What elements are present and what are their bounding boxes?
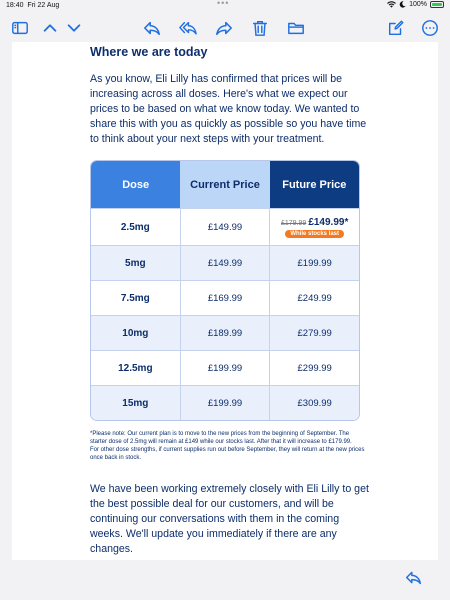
current-price-cell: £189.99 bbox=[180, 316, 270, 350]
email-body[interactable] bbox=[12, 42, 438, 560]
current-price-cell: £169.99 bbox=[180, 281, 270, 315]
battery-percent: 100% bbox=[409, 1, 427, 8]
current-price-cell: £149.99 bbox=[180, 209, 270, 245]
status-bar bbox=[0, 0, 450, 13]
dose-cell: 12.5mg bbox=[118, 362, 153, 374]
current-price-cell: £199.99 bbox=[180, 386, 270, 420]
dose-cell: 15mg bbox=[122, 397, 149, 409]
header-current-price: Current Price bbox=[180, 161, 269, 208]
closing-paragraph: We have been working extremely closely with Eli Lilly to get the best possible deal for our customers, and will be continuing our conversations with them in the coming weeks. We'll update you immediately if there are any changes. bbox=[90, 483, 369, 555]
sidebar-icon[interactable] bbox=[10, 18, 30, 38]
multitasking-dots[interactable]: ••• bbox=[217, 0, 230, 8]
table-row bbox=[91, 385, 359, 420]
old-price: £179.99 bbox=[281, 219, 307, 227]
dose-cell: 7.5mg bbox=[120, 292, 150, 304]
status-indicators bbox=[387, 1, 444, 8]
reply-icon[interactable] bbox=[404, 568, 422, 586]
email-content bbox=[90, 42, 372, 557]
reply-all-icon[interactable] bbox=[178, 18, 198, 38]
new-price: £149.99* bbox=[308, 216, 349, 228]
table-row bbox=[91, 245, 359, 280]
header-dose: Dose bbox=[91, 161, 180, 208]
table-row bbox=[91, 208, 359, 245]
wifi-icon bbox=[387, 1, 396, 8]
dose-cell: 10mg bbox=[122, 327, 149, 339]
future-price-cell: £299.99 bbox=[269, 351, 359, 385]
price-table bbox=[90, 160, 360, 421]
current-price-cell: £149.99 bbox=[180, 246, 270, 280]
price-note bbox=[90, 430, 366, 462]
bottom-bar bbox=[0, 560, 450, 600]
compose-icon[interactable] bbox=[386, 18, 406, 38]
mail-toolbar bbox=[0, 13, 450, 42]
future-price-cell: £309.99 bbox=[269, 386, 359, 420]
status-time: 18:40 Fri 22 Aug bbox=[6, 2, 60, 9]
table-row bbox=[91, 350, 359, 385]
battery-icon bbox=[430, 1, 444, 8]
future-price-cell: £249.99 bbox=[269, 281, 359, 315]
section-heading: Where we are today bbox=[90, 45, 208, 59]
forward-icon[interactable] bbox=[214, 18, 234, 38]
future-price-cell: £279.99 bbox=[269, 316, 359, 350]
moon-icon bbox=[399, 1, 406, 8]
header-future-price: Future Price bbox=[270, 161, 359, 208]
table-row bbox=[91, 315, 359, 350]
table-row bbox=[91, 280, 359, 315]
reply-icon[interactable] bbox=[142, 18, 162, 38]
current-price-cell: £199.99 bbox=[180, 351, 270, 385]
chevron-down-icon[interactable] bbox=[64, 18, 84, 38]
dose-cell: 2.5mg bbox=[120, 221, 150, 233]
dose-cell: 5mg bbox=[125, 257, 146, 269]
trash-icon[interactable] bbox=[250, 18, 270, 38]
intro-paragraph: As you know, Eli Lilly has confirmed that prices will be increasing across all doses. Here's what we expect our prices to be based on what we know today. We wanted to share this with you as quickly as possible so you have time to think about your next steps with your treatment. bbox=[90, 73, 367, 145]
table-header bbox=[91, 161, 359, 208]
chevron-up-icon[interactable] bbox=[40, 18, 60, 38]
future-price-cell: £199.99 bbox=[269, 246, 359, 280]
more-icon[interactable] bbox=[420, 18, 440, 38]
stock-badge: While stocks last bbox=[285, 230, 344, 238]
future-price-cell bbox=[269, 209, 359, 245]
note-line: *Please note: Our current plan is to move to the new prices from the beginning of September. The starter dose of 2.5mg will remain at £149 while our stocks last. After that it will increase to £179.99. bbox=[90, 431, 352, 445]
folder-icon[interactable] bbox=[286, 18, 306, 38]
note-line: For other dose strengths, if current supplies run out before September, they will return at the new prices once back in stock. bbox=[90, 447, 365, 461]
